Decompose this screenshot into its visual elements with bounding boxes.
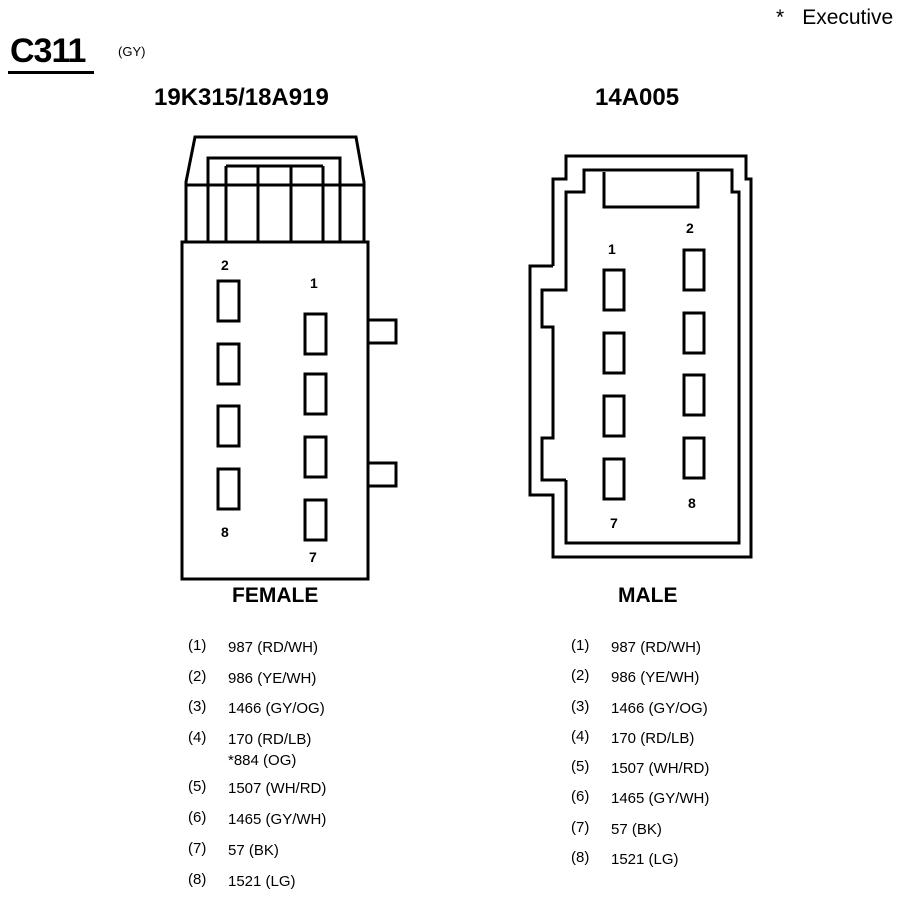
female-connector-outline <box>182 137 396 579</box>
pinout-row <box>571 819 709 849</box>
pin-circuits <box>228 698 325 729</box>
pin-circuits <box>611 667 699 697</box>
circuit-label: 1507 (WH/RD) <box>228 780 327 798</box>
pin-number: (4) <box>188 729 207 747</box>
pinout-row <box>188 698 326 729</box>
pinout-row <box>188 668 326 699</box>
male-pinout-table <box>571 637 709 879</box>
pinout-row <box>188 778 326 809</box>
male-pin-label-2: 2 <box>686 220 694 236</box>
female-pin-label-2: 2 <box>221 257 229 273</box>
circuit-label: 1521 (LG) <box>611 851 679 869</box>
circuit-label: 986 (YE/WH) <box>611 669 700 687</box>
pin-circuits <box>228 809 326 840</box>
male-pin-cavities <box>604 250 704 499</box>
circuit-label: 170 (RD/LB) <box>228 731 312 749</box>
pin-number: (7) <box>571 818 590 836</box>
female-pin-label-7: 7 <box>309 549 317 565</box>
pin-circuits <box>228 637 318 668</box>
pin-circuits <box>611 819 662 849</box>
pin-circuits <box>611 758 709 788</box>
male-pin-label-8: 8 <box>688 495 696 511</box>
pinout-row <box>188 637 326 668</box>
circuit-label: *884 (OG) <box>228 752 297 770</box>
circuit-label: 987 (RD/WH) <box>611 639 702 656</box>
pin-number: (3) <box>188 698 207 716</box>
circuit-label: 170 (RD/LB) <box>611 729 695 747</box>
pin-number: (1) <box>571 637 590 654</box>
pin-number: (6) <box>571 788 590 806</box>
pin-number: (4) <box>571 727 590 745</box>
legend-label: Executive <box>802 6 894 29</box>
circuit-label: 1465 (GY/WH) <box>228 811 327 829</box>
circuit-label: 1521 (LG) <box>228 872 296 890</box>
pin-circuits <box>228 871 296 901</box>
pinout-row <box>571 667 709 697</box>
circuit-label: 57 (BK) <box>228 841 279 859</box>
pin-number: (5) <box>188 778 207 796</box>
pin-number: (5) <box>571 758 590 776</box>
circuit-label: 1465 (GY/WH) <box>611 790 710 808</box>
pin-circuits <box>228 840 279 871</box>
pin-number: (8) <box>188 870 207 888</box>
pinout-row <box>188 840 326 871</box>
connector-id: C311 <box>10 32 86 70</box>
circuit-label: 986 (YE/WH) <box>228 669 317 687</box>
circuit-label: 57 (BK) <box>611 820 662 838</box>
pin-number: (3) <box>571 697 590 715</box>
left-gender-label: FEMALE <box>232 584 319 607</box>
connector-color: (GY) <box>118 44 146 59</box>
pin-number: (2) <box>571 667 590 685</box>
pin-number: (1) <box>188 637 207 654</box>
pinout-row <box>188 809 326 840</box>
female-pin-label-8: 8 <box>221 524 229 540</box>
circuit-label: 987 (RD/WH) <box>228 639 319 656</box>
female-pin-label-1: 1 <box>310 275 318 291</box>
pinout-row <box>571 698 709 728</box>
legend-symbol: * <box>776 6 785 29</box>
pinout-row <box>188 871 326 901</box>
pinout-row <box>571 788 709 818</box>
pin-circuits <box>611 728 694 758</box>
pinout-row <box>571 637 709 667</box>
pin-number: (6) <box>188 809 207 827</box>
pin-circuits <box>611 788 709 818</box>
circuit-label: 1466 (GY/OG) <box>228 700 325 718</box>
pinout-row <box>571 728 709 758</box>
left-part-number: 19K315/18A919 <box>154 84 329 111</box>
pin-circuits <box>228 778 326 809</box>
pinout-row <box>571 758 709 788</box>
pin-number: (2) <box>188 667 207 685</box>
male-connector-outline <box>530 156 751 557</box>
pin-circuits <box>228 668 316 699</box>
pin-number: (8) <box>571 849 590 867</box>
pin-circuits <box>611 849 679 879</box>
pin-circuits <box>611 698 708 728</box>
pin-circuits <box>611 637 701 667</box>
right-gender-label: MALE <box>618 584 678 607</box>
circuit-label: 1507 (WH/RD) <box>611 760 710 778</box>
pin-circuits <box>228 729 311 778</box>
female-pin-cavities <box>218 281 326 540</box>
circuit-label: 1466 (GY/OG) <box>611 699 708 717</box>
pin-number: (7) <box>188 839 207 857</box>
pinout-row <box>188 729 326 778</box>
male-pin-label-1: 1 <box>608 241 616 257</box>
right-part-number: 14A005 <box>595 84 680 111</box>
female-pinout-table <box>188 637 326 901</box>
male-pin-label-7: 7 <box>610 515 618 531</box>
pinout-row <box>571 849 709 879</box>
